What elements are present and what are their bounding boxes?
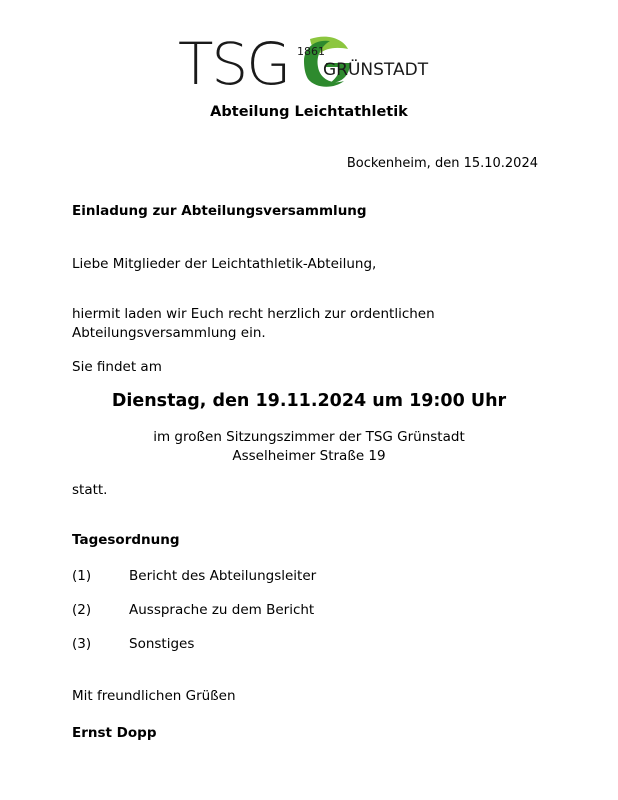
venue-line-2: Asselheimer Straße 19 [232, 448, 386, 464]
agenda-num-2: (2) [72, 602, 92, 618]
signature: Ernst Dopp [72, 725, 157, 741]
intro-paragraph [72, 305, 435, 343]
agenda-item-2: Aussprache zu dem Bericht [129, 602, 315, 618]
venue [0, 428, 618, 466]
agenda-title: Tagesordnung [72, 532, 180, 548]
tsg-logo-graphic [178, 33, 440, 89]
agenda-num-1: (1) [72, 568, 92, 584]
department-title: Abteilung Leichtathletik [210, 104, 408, 120]
finds-at: Sie findet am [72, 359, 162, 375]
place-date: Bockenheim, den 15.10.2024 [346, 156, 538, 171]
statt-text: statt. [72, 482, 108, 498]
closing: Mit freundlichen Grüßen [72, 688, 236, 704]
intro-line-2: Abteilungsversammlung ein. [72, 325, 266, 341]
greeting: Liebe Mitglieder der Leichtathletik-Abteilung, [72, 256, 377, 272]
subject-line: Einladung zur Abteilungsversammlung [72, 203, 367, 219]
meeting-datetime: Dienstag, den 19.11.2024 um 19:00 Uhr [111, 391, 507, 411]
tsg-logo [178, 33, 440, 89]
venue-line-1: im großen Sitzungszimmer der TSG Grünstadt [153, 429, 465, 445]
logo-city: GRÜNSTADT [323, 60, 429, 80]
intro-line-1: hiermit laden wir Euch recht herzlich zur ordentlichen [72, 306, 435, 322]
logo-year: 1861 [297, 45, 325, 58]
agenda-item-3: Sonstiges [129, 636, 195, 652]
agenda-num-3: (3) [72, 636, 92, 652]
logo-letters: TSG [178, 33, 290, 89]
agenda-item-1: Bericht des Abteilungsleiter [129, 568, 317, 584]
